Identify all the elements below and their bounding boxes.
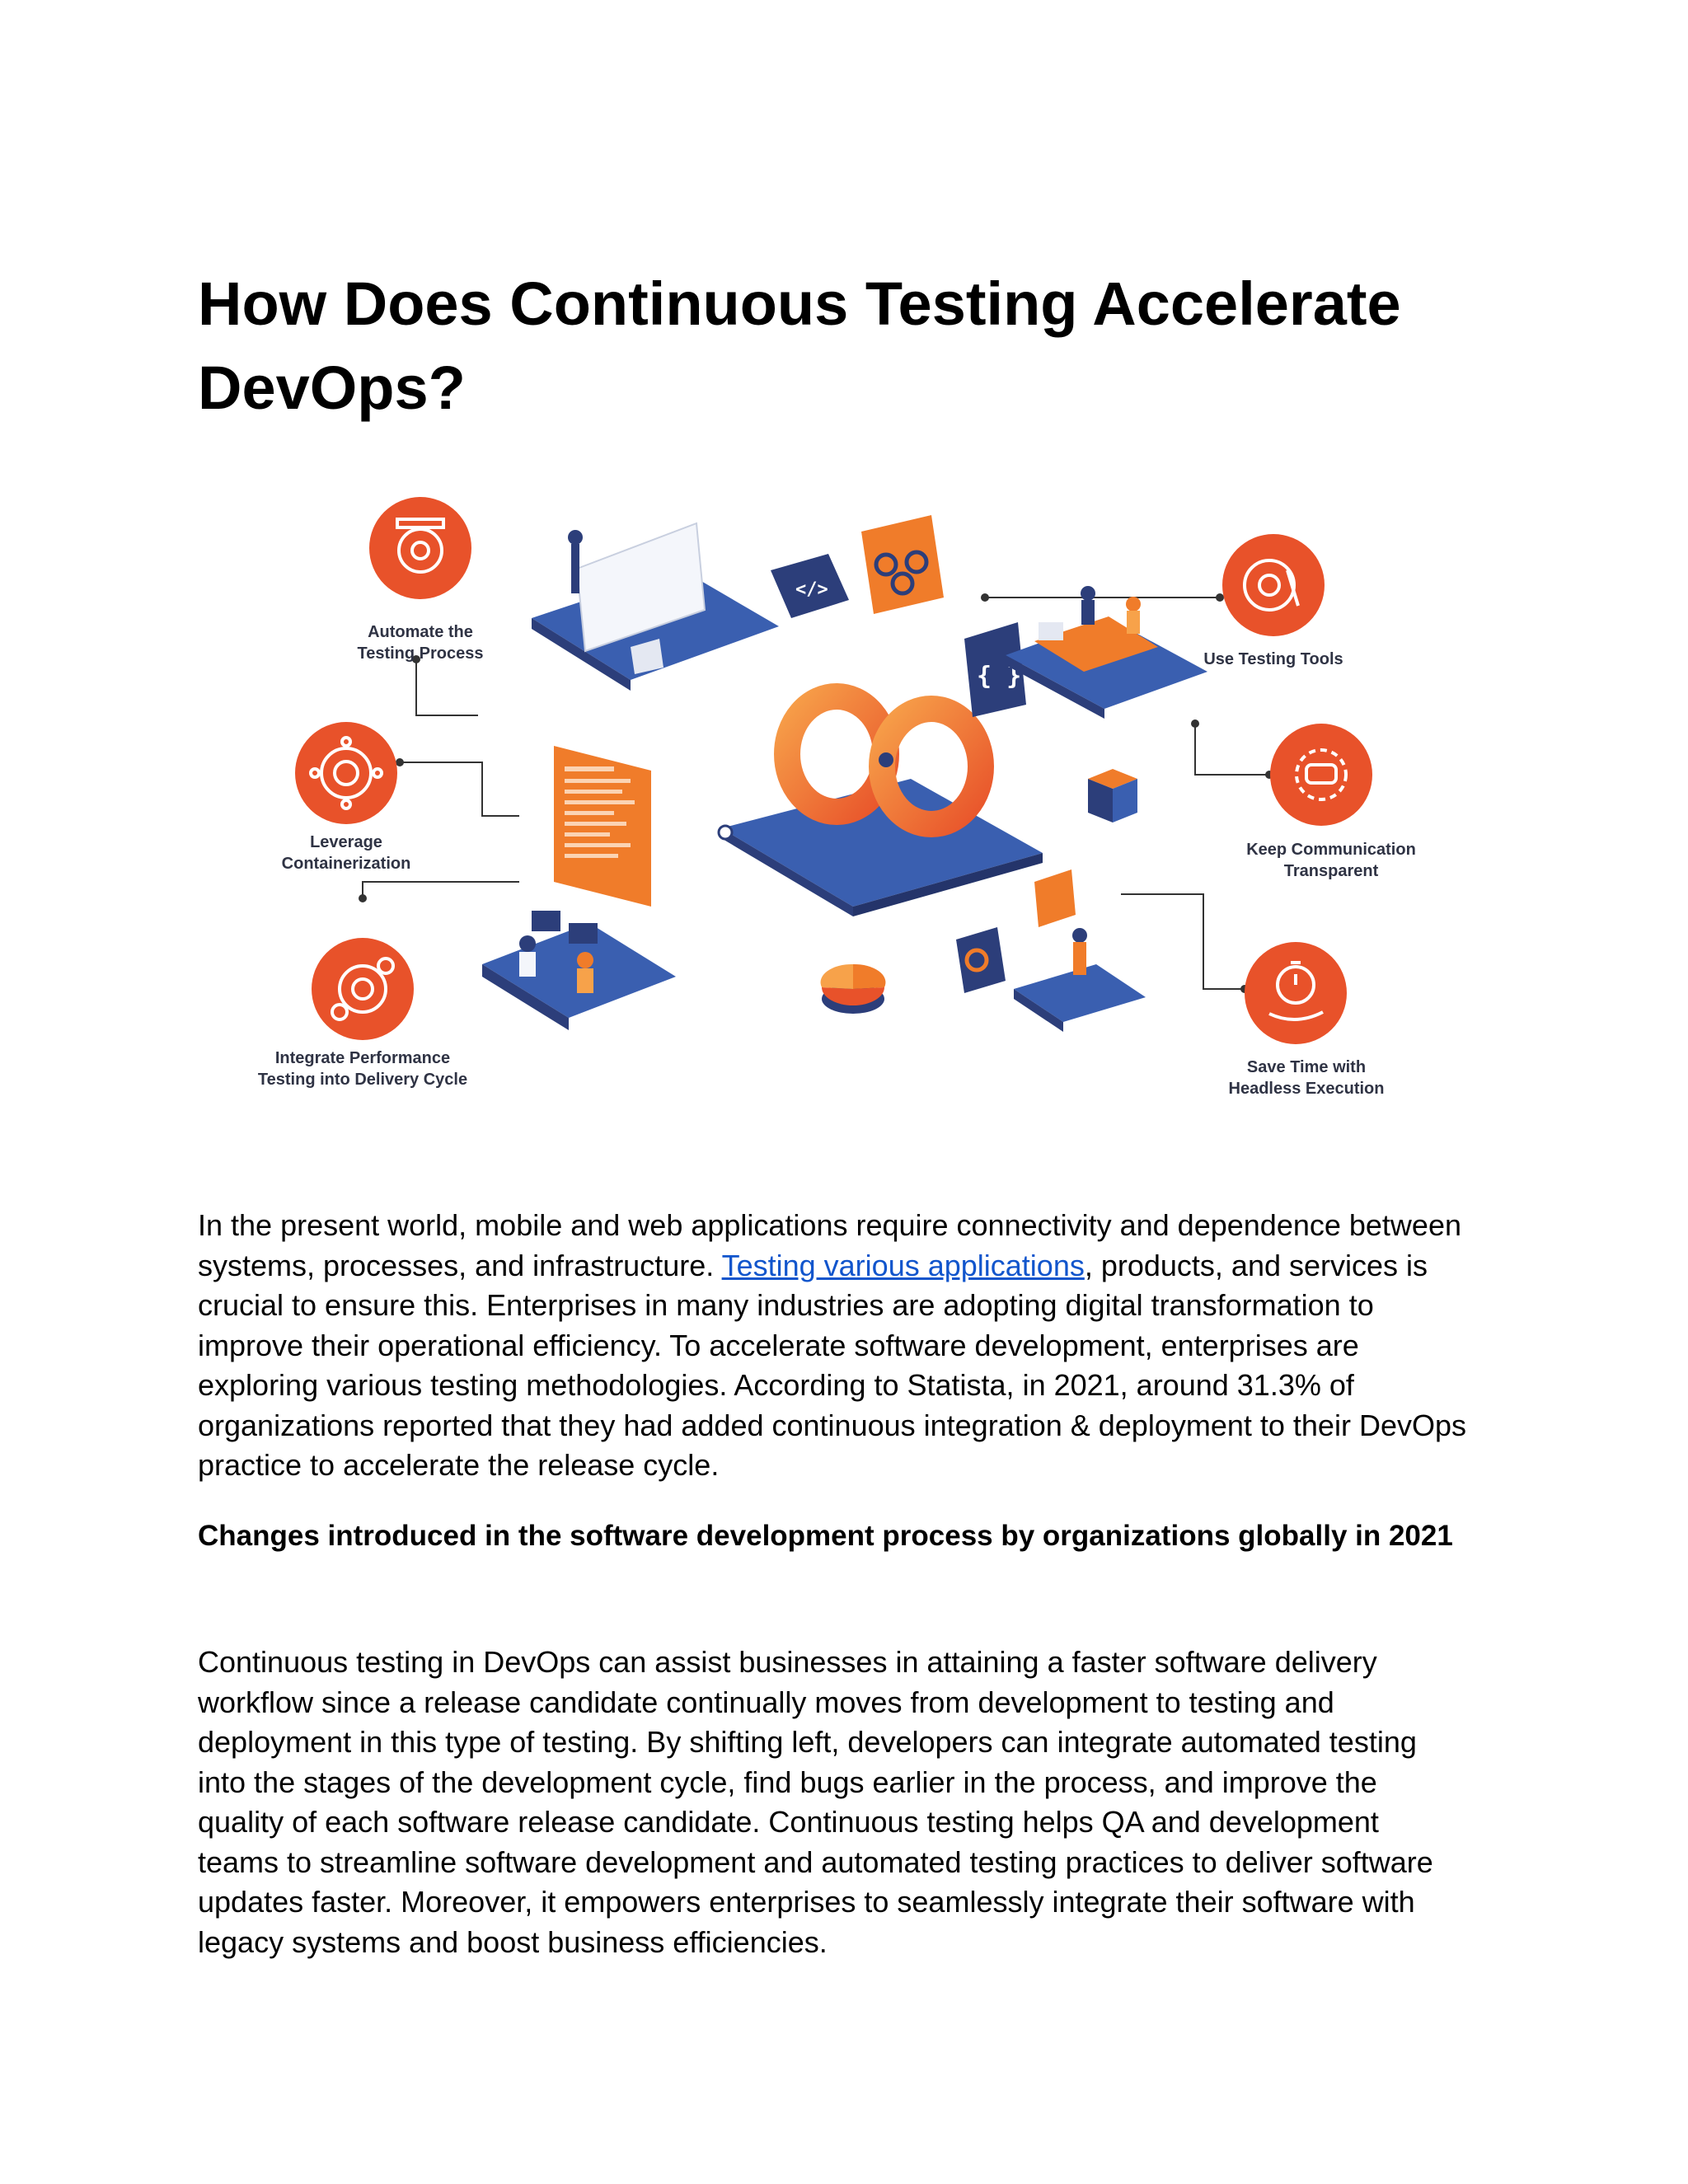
developer-desk	[482, 911, 676, 1030]
analytics-screen	[554, 746, 651, 907]
team-desk	[1006, 586, 1207, 719]
feature-containerization	[282, 722, 411, 873]
infinity-loop-icon	[787, 696, 981, 824]
code-tag-card	[771, 554, 849, 618]
svg-text:Transparent: Transparent	[1283, 862, 1379, 880]
svg-text:Save Time with: Save Time with	[1246, 1058, 1367, 1076]
svg-text:Keep Communication: Keep Communication	[1246, 841, 1416, 859]
feature-performance-testing	[258, 938, 467, 1089]
svg-text:Testing Process: Testing Process	[357, 644, 484, 663]
feature-automate-testing	[357, 497, 483, 663]
page-title: How Does Continuous Testing Accelerate DevOps?	[198, 269, 1401, 422]
intro-paragraph	[198, 1206, 1467, 1486]
svg-text:Integrate Performance: Integrate Performance	[274, 1049, 451, 1067]
testing-applications-link[interactable]: Testing various applications	[721, 1248, 1085, 1282]
devops-infographic	[247, 494, 1442, 1121]
svg-text:</>: </>	[795, 579, 828, 600]
section-subheading: Changes introduced in the software development process by organizations globally in 2021	[198, 1520, 1453, 1552]
svg-text:Use Testing Tools: Use Testing Tools	[1203, 650, 1343, 668]
stacked-blocks	[1088, 769, 1137, 823]
continuous-testing-paragraph: Continuous testing in DevOps can assist businesses in attaining a faster software delivery workflow since a release candidate continually moves from development to testing and deployment in this type of testing. By shifting left, developers can integrate automated testing into the stages of the development cycle, find bugs earlier in the process, and improve the quality of each software release candidate. Continuous testing helps QA and development teams to streamline software development and automated testing practices to deliver software updates faster. Moreover, it empowers enterprises to seamlessly integrate their software with legacy systems and boost business efficiencies.	[198, 1645, 1433, 1959]
svg-text:Leverage: Leverage	[310, 833, 382, 851]
intro-text-after-link: , products, and services is crucial to ensure this. Enterprises in many industries are adopting digital transformation to improve their operational efficiency. To accelerate software development, enterprises are exploring various testing methodologies. According to Statista, in 2021, around 31.3% of organizations reported that they had added continuous integration & deployment to their DevOps practice to accelerate the release cycle.	[198, 1248, 1466, 1482]
dashboard-cards	[956, 869, 1146, 1032]
feature-communication	[1246, 724, 1416, 880]
svg-text:Containerization: Containerization	[281, 855, 411, 873]
svg-text:Automate the: Automate the	[368, 623, 473, 641]
svg-text:Testing into Delivery Cycle: Testing into Delivery Cycle	[257, 1071, 468, 1089]
pie-chart-graphic	[821, 964, 886, 1014]
svg-text:Headless Execution: Headless Execution	[1228, 1080, 1385, 1098]
feature-headless-execution	[1229, 942, 1385, 1098]
workflow-card	[861, 515, 944, 614]
monitor-desk	[532, 523, 779, 691]
feature-testing-tools	[1203, 534, 1343, 668]
svg-text:{ }: { }	[977, 662, 1022, 691]
intro-text-before-link: In the present world, mobile and web applications require connectivity and dependence between systems, processes, and infrastructure.	[198, 1208, 1461, 1282]
